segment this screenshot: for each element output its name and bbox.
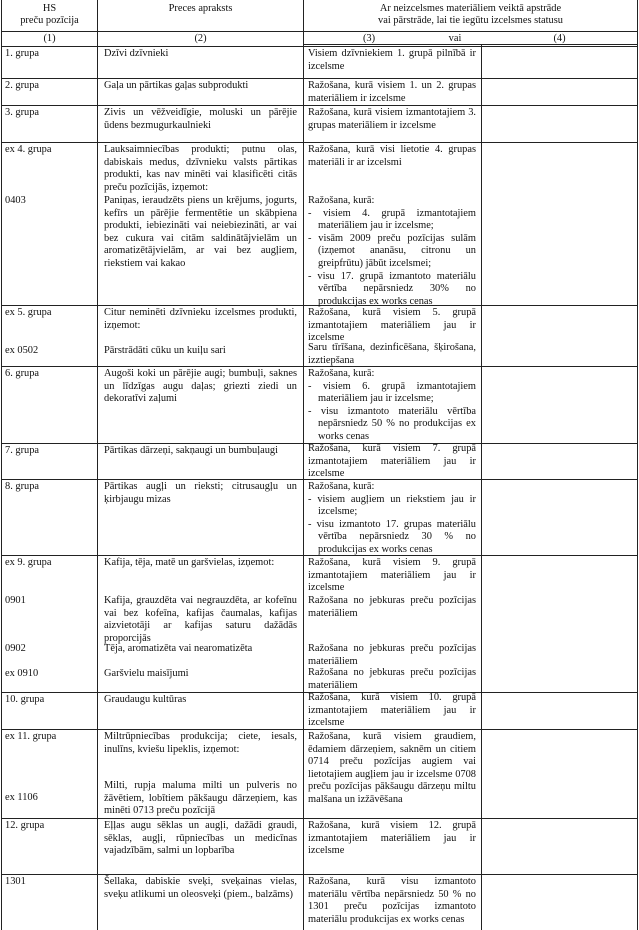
row-9-description: Kafija, tēja, matē un garšvielas, izņemot: — [104, 557, 275, 568]
list-item: - visiem 6. grupā izmantotajiem materiāliem jau ir izcelsme; — [308, 381, 476, 406]
row-13-rule: Ražošana, kurā visu izmantoto materiālu vērtība nepārsniedz 50 % no 1301 preču pozīcijas izmantoto materiālu produkcijas ex works cenas — [308, 876, 476, 925]
row-2-description: Gaļa un pārtikas gaļas subprodukti — [104, 80, 249, 91]
row-4-sub-rule-list — [308, 208, 476, 309]
row-9-c-rule: Ražošana no jebkuras preču pozīcijas materiāliem — [308, 667, 476, 691]
list-item: - visiem 4. grupā izmantotajiem materiāliem jau ir izcelsme; — [308, 208, 476, 233]
row-7-hs: 7. grupa — [5, 445, 40, 456]
column-divider-2 — [303, 0, 304, 930]
list-item: - visu 17. grupā izmantoto materiālu vērtība nepārsniedz 30% no produkcijas ex works cenas — [308, 271, 476, 309]
row-4-hs: ex 4. grupa — [5, 144, 52, 155]
list-item: - visām 2009 preču pozīcijas sulām (izņemot ananāsu, citronu un greipfrūtu) jābūt izcelsmei; — [308, 233, 476, 271]
row-9-b-hs: 0902 — [5, 643, 26, 654]
row-9-a-rule: Ražošana no jebkuras preču pozīcijas materiāliem — [308, 595, 476, 619]
row-2-hs: 2. grupa — [5, 80, 40, 91]
row-9-c-description: Garšvielu maisījumi — [104, 668, 189, 679]
row-9-a-description: Kafija, grauzdēta vai negrauzdēta, ar kofeīnu vai bez kofeīna, kafijas čaumalas, kafijas aizvietotāji ar kafijas saturu dažādās proporcijās — [104, 595, 297, 644]
row-8-hs: 8. grupa — [5, 481, 40, 492]
list-item: - visu izmantoto materiālu vērtība nepārsniedz 50 % no produkcijas ex works cenas — [308, 406, 476, 444]
row-9-hs: ex 9. grupa — [5, 557, 52, 568]
row-8-rule — [308, 481, 476, 557]
row-3-rule: Ražošana, kurā visiem izmantotajiem 3. grupas materiāliem ir izcelsme — [308, 107, 476, 131]
row-11-sub-description: Milti, rupja maluma milti un pulveris no žāvētiem, lobītiem pākšaugu dārzeņiem, kas minēti 0713 preču pozīcijā — [104, 780, 297, 817]
row-4-sub-rule-intro: Ražošana, kurā: — [308, 195, 375, 206]
row-4-description: Lauksaimniecības produkti; putnu olas, dabiskais medus, dzīvnieku valsts pārtikas produkti, kas nav minēti vai klasificēti citās preču pozīcijās, izņemot: — [104, 144, 297, 193]
colnum-3: (3) — [362, 33, 376, 44]
row-8-description: Pārtikas augļi un rieksti; citrusaugļu un ķirbjaugu mizas — [104, 481, 297, 505]
row-7-description: Pārtikas dārzeņi, sakņaugi un bumbuļaugi — [104, 445, 279, 456]
colnum-vai: vai — [448, 33, 462, 44]
row-4-rule: Ražošana, kurā visi lietotie 4. grupas materiāli ir ar izcelsmi — [308, 144, 476, 168]
row-2-rule: Ražošana, kurā visiem 1. un 2. grupas materiāliem ir izcelsme — [308, 80, 476, 104]
row-13-hs: 1301 — [5, 876, 26, 887]
row-10-rule: Ražošana, kurā visiem 10. grupā izmantotajiem materiāliem jau ir izcelsme — [308, 692, 476, 729]
row-6-rule-list — [308, 381, 476, 444]
row-1-rule: Visiem dzīvniekiem 1. grupā pilnībā ir izcelsme — [308, 48, 476, 72]
row-12-hs: 12. grupa — [5, 820, 45, 831]
row-8-rule-list — [308, 494, 476, 557]
column-divider-3 — [481, 44, 482, 930]
row-12-description: Eļļas augu sēklas un augļi, dažādi graudi, sēklas, augļi, rūpniecības un medicīnas vajadzībām, salmi un lopbarība — [104, 820, 297, 857]
header-divider — [1, 31, 638, 32]
row-10-description: Graudaugu kultūras — [104, 694, 187, 705]
colnum-1: (1) — [43, 33, 56, 44]
row-4-sub-rule — [308, 195, 476, 308]
row-3-hs: 3. grupa — [5, 107, 40, 118]
row-5-sub-hs: ex 0502 — [5, 345, 39, 356]
row-4-sub-description: Paniņas, ieraudzēts piens un krējums, jogurts, kefīrs un pārējie fermentētie un skābpiena produkti, iebiezināti vai neiebiezināti, ar vai bez cukura vai citām saldinātājvielām un aromatizētājvielām, ar vai bez augļiem, riekstiem vai kakao — [104, 195, 297, 269]
list-item: - visiem augļiem un riekstiem jau ir izcelsme; — [308, 494, 476, 519]
row-9-a-hs: 0901 — [5, 595, 26, 606]
row-9-b-description: Tēja, aromatizēta vai nearomatizēta — [104, 643, 253, 654]
table-border-right — [637, 0, 638, 930]
header-hs-line2: preču pozīcija — [20, 15, 79, 26]
header-processing-line1: Ar neizcelsmes materiāliem veiktā apstrāde — [379, 3, 562, 14]
column-divider-1 — [97, 0, 98, 930]
header-description: Preces apraksts — [168, 3, 233, 14]
row-11-sub-hs: ex 1106 — [5, 792, 38, 803]
row-10-hs: 10. grupa — [5, 694, 45, 705]
numbers-row-bottom — [1, 46, 638, 47]
row-6-rule — [308, 368, 476, 444]
row-5-rule: Ražošana, kurā visiem 5. grupā izmantotajiem materiāliem jau ir izcelsme — [308, 307, 476, 344]
header-hs — [2, 3, 97, 27]
row-9-c-hs: ex 0910 — [5, 668, 39, 679]
row-6-hs: 6. grupa — [5, 368, 40, 379]
row-5-hs: ex 5. grupa — [5, 307, 52, 318]
row-11-rule: Ražošana, kurā visiem graudiem, ēdamiem dārzeņiem, saknēm un citiem 0714 preču pozīcijas augiem vai lietotajiem augļiem jau ir izcelsme 0708 preču pozīcijas pākšaugu dārzeņu miltu malšana un izžāvēšana — [308, 731, 476, 805]
row-13-description: Šellaka, dabiskie sveķi, sveķainas vielas, sveķu atlikumi un oleosveķi (piem., balzāms) — [104, 876, 297, 900]
row-5-sub-description: Pārstrādāti cūku un kuiļu sari — [104, 345, 226, 356]
row-5-description: Citur neminēti dzīvnieku izcelsmes produkti, izņemot: — [104, 307, 297, 331]
header-hs-line1: HS — [42, 3, 57, 14]
table-border-left — [1, 0, 2, 930]
row-5-sub-rule: Saru tīrīšana, dezinficēšana, šķirošana, izztiepšana — [308, 342, 476, 366]
colnum-2: (2) — [194, 33, 207, 44]
row-12-rule: Ražošana, kurā visiem 12. grupā izmantotajiem materiāliem jau ir izcelsme — [308, 820, 476, 857]
row-11-description: Miltrūpniecības produkcija; ciete, iesals, inulīns, kviešu lipeklis, izņemot: — [104, 731, 297, 755]
row-4-sub-hs: 0403 — [5, 195, 26, 206]
row-3-description: Zivis un vēžveidīgie, moluski un pārējie ūdens bezmugurkaulnieki — [104, 107, 297, 131]
row-7-rule: Ražošana, kurā visiem 7. grupā izmantotajiem materiāliem jau ir izcelsme — [308, 443, 476, 480]
row-1-hs: 1. grupa — [5, 48, 40, 59]
header-processing — [304, 3, 637, 27]
row-divider — [1, 818, 638, 819]
colnum-4: (4) — [553, 33, 566, 44]
row-8-rule-intro: Ražošana, kurā: — [308, 481, 375, 492]
row-11-hs: ex 11. grupa — [5, 731, 57, 742]
row-9-rule: Ražošana, kurā visiem 9. grupā izmantotajiem materiāliem jau ir izcelsme — [308, 557, 476, 594]
row-divider — [1, 874, 638, 875]
row-6-rule-intro: Ražošana, kurā: — [308, 368, 375, 379]
row-divider — [1, 78, 638, 79]
row-1-description: Dzīvi dzīvnieki — [104, 48, 169, 59]
row-divider — [1, 142, 638, 143]
row-6-description: Augoši koki un pārējie augi; bumbuļi, saknes un līdzīgas augu daļas; griezti ziedi un dekoratīvi zaļumi — [104, 368, 297, 405]
row-9-b-rule: Ražošana no jebkuras preču pozīcijas materiāliem — [308, 643, 476, 667]
header-processing-line2: vai pārstrāde, lai tie iegūtu izcelsmes statusu — [378, 15, 563, 26]
list-item: - visu izmantoto 17. grupas materiālu vērtība nepārsniedz 30 % no produkcijas ex works cenas — [308, 519, 476, 557]
